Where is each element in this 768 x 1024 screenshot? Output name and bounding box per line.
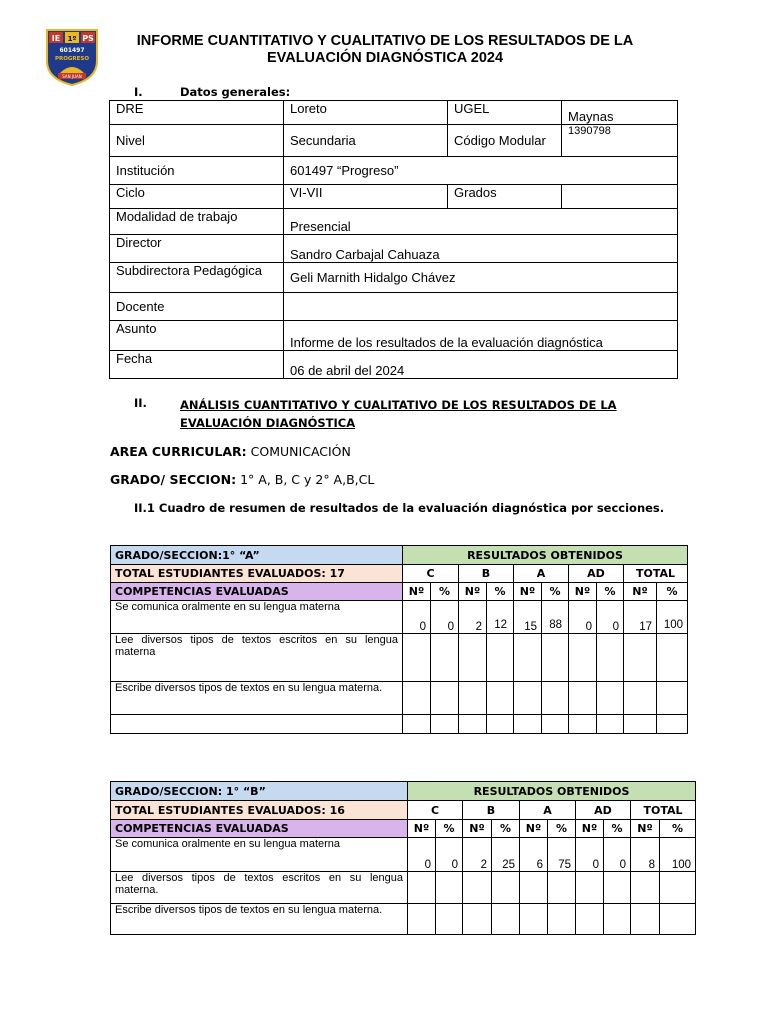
asunto-value: Informe de los resultados de la evaluación diagnóstica	[284, 321, 678, 351]
grados-value	[562, 185, 678, 209]
value-cell: 88	[542, 601, 569, 634]
competencia-oral: Se comunica oralmente en su lengua materna	[111, 601, 403, 634]
title-line2: EVALUACIÓN DIAGNÓSTICA 2024	[266, 50, 504, 66]
codigo-label: Código Modular	[448, 125, 562, 157]
value-cell: 2	[459, 601, 487, 634]
sub-header: %	[436, 820, 463, 838]
value-cell: 75	[548, 838, 576, 872]
grado-seccion-header: GRADO/SECCION:1° “A”	[111, 546, 403, 565]
fecha-value: 06 de abril del 2024	[284, 351, 678, 379]
general-data-table	[109, 100, 678, 379]
modalidad-value: Presencial	[284, 209, 678, 235]
subdirectora-label: Subdirectora Pedagógica	[110, 263, 284, 293]
value-cell: 15	[514, 601, 542, 634]
section2-number: II.	[134, 396, 147, 410]
sub-header: %	[487, 583, 514, 601]
director-label: Director	[110, 235, 284, 263]
value-cell: 6	[520, 838, 548, 872]
sub-header: Nº	[631, 820, 660, 838]
subdirectora-value: Geli Marnith Hidalgo Chávez	[284, 263, 678, 293]
subsection-title: II.1 Cuadro de resumen de resultados de la evaluación diagnóstica por secciones.	[134, 501, 665, 515]
document-title	[100, 33, 670, 67]
asunto-label: Asunto	[110, 321, 284, 351]
value-cell: 100	[657, 601, 688, 634]
competencia-escritura: Escribe diversos tipos de textos en su lengua materna.	[111, 904, 408, 935]
sub-header: Nº	[569, 583, 597, 601]
sub-header: Nº	[408, 820, 436, 838]
logo-line2: PROGRESO	[54, 56, 90, 62]
level-b: B	[463, 801, 520, 820]
value-cell: 0	[431, 601, 459, 634]
logo-line3: SAN JUAN	[62, 74, 82, 79]
empty-row	[111, 715, 403, 734]
institucion-value: 601497 “Progreso”	[284, 157, 678, 185]
sub-header: %	[542, 583, 569, 601]
total-evaluados: TOTAL ESTUDIANTES EVALUADOS: 17	[111, 565, 403, 583]
grados-label: Grados	[448, 185, 562, 209]
total-evaluados: TOTAL ESTUDIANTES EVALUADOS: 16	[111, 801, 408, 820]
institucion-label: Institución	[110, 157, 284, 185]
dre-value: Loreto	[284, 101, 448, 125]
level-a: A	[514, 565, 569, 583]
competencias-header: COMPETENCIAS EVALUADAS	[111, 583, 403, 601]
level-c: C	[408, 801, 463, 820]
value-cell: 100	[660, 838, 696, 872]
sub-header: Nº	[514, 583, 542, 601]
ciclo-value: VI-VII	[284, 185, 448, 209]
sub-header: Nº	[576, 820, 604, 838]
level-c: C	[403, 565, 459, 583]
results-table-1a	[110, 545, 688, 734]
level-ad: AD	[576, 801, 631, 820]
level-ad: AD	[569, 565, 624, 583]
modalidad-label: Modalidad de trabajo	[110, 209, 284, 235]
area-label: AREA CURRICULAR:	[110, 444, 247, 459]
resultados-header: RESULTADOS OBTENIDOS	[408, 782, 696, 801]
level-total: TOTAL	[624, 565, 688, 583]
section2-label	[180, 396, 617, 432]
director-value: Sandro Carbajal Cahuaza	[284, 235, 678, 263]
sub-header: Nº	[624, 583, 657, 601]
sub-header: Nº	[520, 820, 548, 838]
competencia-lectura: Lee diversos tipos de textos escritos en su lengua materna.	[111, 872, 408, 904]
sub-header: Nº	[403, 583, 431, 601]
logo-text-right: PS	[82, 34, 94, 43]
logo-text-mid: 1º	[67, 35, 77, 43]
sub-header: %	[597, 583, 624, 601]
section2-label-line2: EVALUACIÓN DIAGNÓSTICA	[180, 416, 356, 430]
nivel-value: Secundaria	[284, 125, 448, 157]
competencias-header: COMPETENCIAS EVALUADAS	[111, 820, 408, 838]
grado-seccion-header: GRADO/SECCION: 1° “B”	[111, 782, 408, 801]
section2-label-line1: ANÁLISIS CUANTITATIVO Y CUALITATIVO DE LOS RESULTADOS DE LA	[180, 398, 617, 412]
level-a: A	[520, 801, 576, 820]
value-cell: 0	[403, 601, 431, 634]
school-logo	[44, 27, 100, 87]
logo-text-left: IE	[51, 34, 61, 43]
value-cell: 12	[487, 601, 514, 634]
level-b: B	[459, 565, 514, 583]
sub-header: %	[660, 820, 696, 838]
sub-header: Nº	[463, 820, 492, 838]
codigo-value: 1390798	[562, 125, 678, 157]
value-cell: 17	[624, 601, 657, 634]
section1-label: Datos generales:	[180, 85, 291, 99]
grado-seccion-line	[110, 472, 374, 487]
title-line1: INFORME CUANTITATIVO Y CUALITATIVO DE LOS RESULTADOS DE LA	[136, 33, 634, 49]
fecha-label: Fecha	[110, 351, 284, 379]
grado-value: 1° A, B, C y 2° A,B,CL	[240, 472, 375, 487]
area-value: COMUNICACIÓN	[250, 444, 351, 459]
value-cell: 25	[492, 838, 520, 872]
ugel-value: Maynas	[562, 101, 678, 125]
sub-header: %	[492, 820, 520, 838]
value-cell: 0	[408, 838, 436, 872]
value-cell: 0	[597, 601, 624, 634]
docente-label: Docente	[110, 293, 284, 321]
sub-header: %	[657, 583, 688, 601]
dre-label: DRE	[110, 101, 284, 125]
nivel-label: Nivel	[110, 125, 284, 157]
value-cell: 0	[569, 601, 597, 634]
ugel-label: UGEL	[448, 101, 562, 125]
sub-header: %	[431, 583, 459, 601]
competencia-escritura: Escribe diversos tipos de textos en su lengua materna.	[111, 682, 403, 715]
competencia-oral: Se comunica oralmente en su lengua materna	[111, 838, 408, 872]
sub-header: Nº	[459, 583, 487, 601]
value-cell: 0	[576, 838, 604, 872]
grado-label: GRADO/ SECCION:	[110, 472, 237, 487]
sub-header: %	[604, 820, 631, 838]
ciclo-label: Ciclo	[110, 185, 284, 209]
sub-header: %	[548, 820, 576, 838]
logo-line1: 601497	[59, 47, 85, 54]
value-cell: 2	[463, 838, 492, 872]
results-table-1b	[110, 781, 696, 935]
resultados-header: RESULTADOS OBTENIDOS	[403, 546, 688, 565]
area-curricular	[110, 444, 351, 459]
docente-value	[284, 293, 678, 321]
competencia-lectura: Lee diversos tipos de textos escritos en su lengua materna	[111, 634, 403, 682]
value-cell: 0	[604, 838, 631, 872]
value-cell: 8	[631, 838, 660, 872]
value-cell: 0	[436, 838, 463, 872]
level-total: TOTAL	[631, 801, 696, 820]
section1-number: I.	[134, 85, 143, 99]
